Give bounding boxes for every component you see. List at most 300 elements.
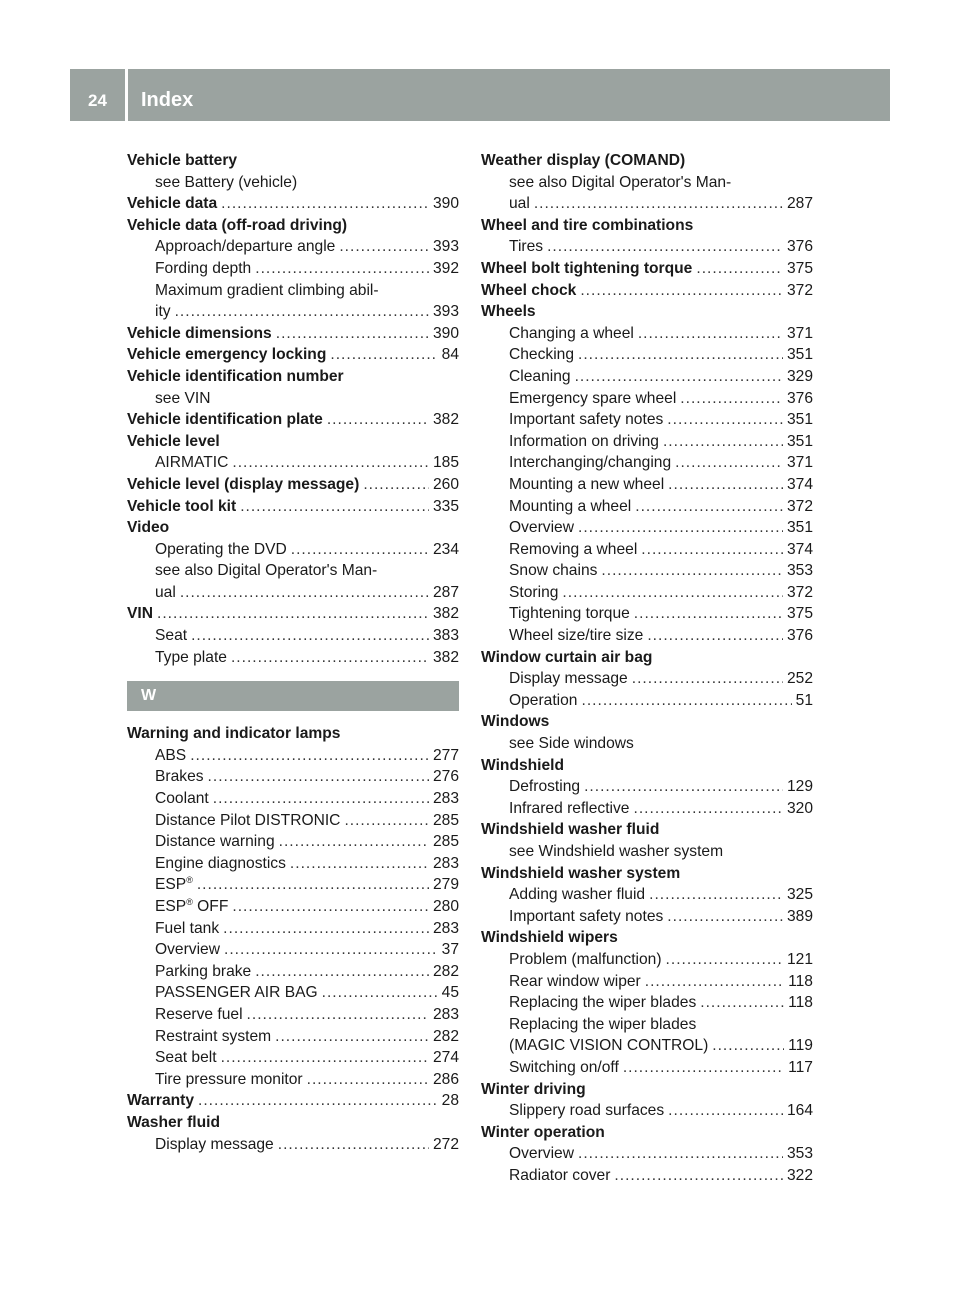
index-page-reference[interactable]: 325 — [786, 886, 813, 904]
index-entry-label: Important safety notes — [509, 907, 664, 925]
dot-leader — [363, 474, 429, 496]
index-page-reference[interactable]: 283 — [432, 1005, 459, 1023]
dot-leader — [223, 918, 429, 940]
dot-leader — [562, 582, 783, 604]
index-subentry[interactable] — [127, 766, 459, 788]
index-subentry[interactable] — [481, 668, 813, 690]
index-subentry[interactable] — [127, 236, 459, 258]
index-entry — [481, 711, 813, 733]
index-entry-label: Warranty — [127, 1092, 195, 1110]
index-page-reference[interactable]: 351 — [786, 346, 813, 364]
dot-leader — [578, 344, 783, 366]
index-entry-label: AIRMATIC — [155, 454, 229, 472]
index-entry-label: Seat belt — [155, 1049, 217, 1067]
index-subentry — [127, 172, 459, 194]
index-subentry[interactable] — [481, 625, 813, 647]
dot-leader — [666, 949, 783, 971]
index-entry — [481, 1079, 813, 1101]
dot-leader — [291, 539, 429, 561]
index-page-reference[interactable]: 117 — [788, 1058, 813, 1076]
index-page-reference[interactable]: 283 — [432, 919, 459, 937]
index-entry — [481, 927, 813, 949]
index-entry — [127, 215, 459, 237]
index-subentry[interactable] — [127, 961, 459, 983]
index-subentry[interactable] — [481, 344, 813, 366]
index-entry — [127, 723, 459, 745]
index-page-reference[interactable]: 371 — [786, 324, 813, 342]
index-subentry[interactable] — [481, 582, 813, 604]
dot-leader — [581, 690, 791, 712]
index-page-reference[interactable]: 351 — [786, 519, 813, 537]
index-entry-label: Video — [127, 519, 170, 537]
index-entry-label: Type plate — [155, 648, 227, 666]
index-entry — [127, 517, 459, 539]
index-subentry[interactable] — [481, 539, 813, 561]
index-entry-label: Engine diagnostics — [155, 854, 286, 872]
index-subentry[interactable] — [127, 874, 459, 896]
index-page-reference[interactable]: 374 — [786, 540, 813, 558]
index-entry-label: Display message — [155, 1135, 274, 1153]
index-entry[interactable] — [127, 603, 459, 625]
index-entry-label: Important safety notes — [509, 411, 664, 429]
index-subentry[interactable] — [481, 366, 813, 388]
index-entry-label: Overview — [155, 941, 220, 959]
index-entry[interactable] — [127, 409, 459, 431]
dot-leader — [633, 798, 782, 820]
dot-leader — [221, 1047, 429, 1069]
index-page-reference[interactable]: 287 — [786, 195, 813, 213]
index-subentry[interactable] — [481, 798, 813, 820]
dot-leader — [578, 1143, 783, 1165]
index-entry[interactable] — [127, 193, 459, 215]
index-subentry — [127, 280, 459, 302]
index-entry-label: Wheels — [481, 303, 536, 321]
index-entry-label: Problem (malfunction) — [509, 950, 662, 968]
index-subentry[interactable] — [481, 992, 813, 1014]
index-subentry[interactable] — [127, 1134, 459, 1156]
dot-leader — [327, 409, 429, 431]
index-page-reference[interactable]: 164 — [786, 1102, 813, 1120]
page-number: 24 — [88, 91, 107, 110]
index-entry-label: Defrosting — [509, 778, 581, 796]
index-subentry[interactable] — [481, 690, 813, 712]
index-page-reference[interactable]: 45 — [441, 984, 459, 1002]
index-entry-label: ual — [155, 583, 176, 601]
index-entry-label: Windshield washer fluid — [481, 821, 660, 839]
dot-leader — [224, 939, 438, 961]
index-page-reference[interactable]: 390 — [432, 195, 459, 213]
index-subentry — [127, 560, 459, 582]
dot-leader — [675, 452, 783, 474]
index-entry-label: Window curtain air bag — [481, 648, 653, 666]
index-subentry[interactable] — [127, 896, 459, 918]
index-subentry[interactable] — [127, 625, 459, 647]
dot-leader — [275, 1026, 429, 1048]
index-entry-label: Replacing the wiper blades — [509, 994, 697, 1012]
index-subentry — [127, 388, 459, 410]
index-entry-label: Storing — [509, 583, 559, 601]
index-entry-label: ual — [509, 195, 530, 213]
dot-leader — [584, 776, 783, 798]
dot-leader — [330, 344, 437, 366]
index-page-reference[interactable]: 84 — [441, 346, 459, 364]
index-entry-label: Weather display (COMAND) — [481, 152, 686, 169]
index-page-reference[interactable]: 28 — [441, 1092, 459, 1110]
index-entry-label: Rear window wiper — [509, 972, 641, 990]
index-page-reference[interactable]: 286 — [432, 1070, 459, 1088]
index-subentry[interactable] — [127, 982, 459, 1004]
index-entry-label: Vehicle data — [127, 195, 218, 213]
index-entry-label: Replacing the wiper blades — [509, 1015, 697, 1033]
dot-leader — [255, 961, 429, 983]
index-entry-label: Windows — [481, 713, 550, 731]
index-subentry[interactable] — [481, 193, 813, 215]
index-subentry[interactable] — [481, 452, 813, 474]
index-subentry[interactable] — [481, 323, 813, 345]
dot-leader — [255, 258, 429, 280]
index-page-reference[interactable]: 277 — [432, 746, 459, 764]
index-entry-label: see also Digital Operator's Man- — [509, 173, 732, 191]
index-entry-label: see VIN — [155, 389, 211, 407]
index-page-reference[interactable]: 320 — [786, 799, 813, 817]
index-entry — [481, 301, 813, 323]
index-entry-label: Vehicle tool kit — [127, 497, 237, 515]
index-page-reference[interactable]: 185 — [432, 454, 459, 472]
dot-leader — [344, 810, 429, 832]
index-subentry[interactable] — [127, 1047, 459, 1069]
index-page-reference[interactable]: 392 — [432, 259, 459, 277]
index-entry-label: Brakes — [155, 768, 204, 786]
index-entry-label: Mounting a wheel — [509, 497, 632, 515]
dot-leader — [696, 258, 783, 280]
index-subentry — [481, 172, 813, 194]
dot-leader — [645, 971, 784, 993]
index-subentry[interactable] — [481, 236, 813, 258]
dot-leader — [634, 603, 783, 625]
index-subentry[interactable] — [481, 560, 813, 582]
index-page-reference[interactable]: 329 — [786, 367, 813, 385]
index-page-reference[interactable]: 283 — [432, 790, 459, 808]
index-subentry[interactable] — [481, 388, 813, 410]
dot-leader — [638, 323, 783, 345]
index-page-reference[interactable]: 274 — [432, 1049, 459, 1067]
index-subentry[interactable] — [481, 517, 813, 539]
index-page-reference[interactable]: 252 — [786, 670, 813, 688]
index-subentry[interactable] — [127, 918, 459, 940]
dot-leader — [180, 582, 429, 604]
index-page-reference[interactable]: 376 — [786, 238, 813, 256]
index-subentry[interactable] — [127, 853, 459, 875]
index-entry-label: (MAGIC VISION CONTROL) — [509, 1037, 709, 1055]
index-subentry[interactable] — [481, 409, 813, 431]
index-entry-label: Winter driving — [481, 1080, 586, 1098]
index-subentry[interactable] — [127, 1069, 459, 1091]
index-subentry[interactable] — [127, 745, 459, 767]
index-entry[interactable] — [481, 280, 813, 302]
index-entry-label: Vehicle identification number — [127, 367, 344, 385]
index-page-reference[interactable]: 382 — [432, 411, 459, 429]
index-entry-label: Wheel size/tire size — [509, 627, 644, 645]
index-letter-heading: W — [127, 681, 459, 711]
dot-leader — [247, 1004, 429, 1026]
dot-leader — [175, 301, 429, 323]
index-subentry[interactable] — [127, 788, 459, 810]
index-entry — [481, 215, 813, 237]
index-entry[interactable] — [127, 496, 459, 518]
dot-leader — [667, 906, 783, 928]
dot-leader — [232, 896, 429, 918]
index-subentry[interactable] — [481, 1100, 813, 1122]
dot-leader — [668, 1100, 783, 1122]
index-subentry[interactable] — [127, 301, 459, 323]
index-entry-label: Switching on/off — [509, 1058, 619, 1076]
index-subentry[interactable] — [127, 582, 459, 604]
index-page-reference[interactable]: 353 — [786, 562, 813, 580]
index-page-reference[interactable]: 372 — [786, 583, 813, 601]
index-subentry[interactable] — [127, 647, 459, 669]
index-entry — [481, 819, 813, 841]
index-entry-label: Information on driving — [509, 432, 659, 450]
dot-leader — [668, 474, 783, 496]
index-entry-label: Display message — [509, 670, 628, 688]
index-entry-label: ESP® — [155, 875, 193, 894]
index-entry — [481, 755, 813, 777]
dot-leader — [700, 992, 784, 1014]
index-subentry[interactable] — [481, 431, 813, 453]
index-entry-label: Radiator cover — [509, 1166, 611, 1184]
index-entry-label: ABS — [155, 746, 187, 764]
header-divider — [125, 69, 128, 121]
index-entry-label: Tightening torque — [509, 605, 630, 623]
index-page-reference[interactable]: 118 — [788, 972, 813, 990]
index-page-reference[interactable]: 287 — [432, 583, 459, 601]
index-entry-label: Infrared reflective — [509, 799, 630, 817]
index-subentry[interactable] — [127, 810, 459, 832]
index-subentry[interactable] — [127, 939, 459, 961]
index-page-reference[interactable]: 374 — [786, 475, 813, 493]
index-entry-label: see Windshield washer system — [509, 843, 724, 860]
dot-leader — [663, 431, 783, 453]
index-page-reference[interactable]: 282 — [432, 1027, 459, 1045]
dot-leader — [208, 766, 429, 788]
index-page-reference[interactable]: 390 — [432, 324, 459, 342]
index-entry — [127, 150, 459, 172]
dot-leader — [322, 982, 438, 1004]
index-entry-label: Distance Pilot DISTRONIC — [155, 811, 341, 829]
index-page-reference[interactable]: 51 — [795, 691, 813, 709]
index-entry-label: Maximum gradient climbing abil- — [155, 281, 379, 299]
index-entry-label: Overview — [509, 1145, 574, 1163]
index-page-reference[interactable]: 335 — [432, 497, 459, 515]
index-page-reference[interactable]: 351 — [786, 411, 813, 429]
index-entry-label: Removing a wheel — [509, 540, 638, 558]
index-subentry[interactable] — [481, 474, 813, 496]
section-title: Index — [141, 89, 194, 111]
index-page-reference[interactable]: 389 — [786, 907, 813, 925]
dot-leader — [601, 560, 783, 582]
index-subentry[interactable] — [481, 971, 813, 993]
index-subentry[interactable] — [481, 884, 813, 906]
index-entry-label: Vehicle level — [127, 432, 220, 450]
index-subentry[interactable] — [127, 1004, 459, 1026]
index-page-reference[interactable]: 375 — [786, 259, 813, 277]
dot-leader — [614, 1165, 783, 1187]
dot-leader — [157, 603, 429, 625]
index-subentry[interactable] — [481, 949, 813, 971]
index-subentry[interactable] — [127, 831, 459, 853]
index-entry[interactable] — [127, 344, 459, 366]
dot-leader — [191, 625, 429, 647]
index-entry-label: Wheel chock — [481, 281, 577, 299]
index-page-reference[interactable]: 382 — [432, 605, 459, 623]
index-entry-label: Approach/departure angle — [155, 238, 336, 256]
dot-leader — [232, 452, 429, 474]
index-subentry[interactable] — [481, 1057, 813, 1079]
index-entry-label: ity — [155, 303, 171, 321]
index-entry-label: Vehicle identification plate — [127, 411, 323, 429]
index-entry-label: Windshield — [481, 756, 565, 774]
index-page-reference[interactable]: 119 — [788, 1037, 813, 1055]
index-entry-label: see Side windows — [509, 735, 634, 753]
index-page-reference[interactable]: 279 — [432, 876, 459, 894]
dot-leader — [647, 625, 783, 647]
index-page-reference[interactable]: 375 — [786, 605, 813, 623]
index-entry-label: Vehicle dimensions — [127, 324, 272, 342]
dot-leader — [623, 1057, 784, 1079]
index-entry-label: Fording depth — [155, 259, 252, 277]
index-page-reference[interactable]: 322 — [786, 1166, 813, 1184]
index-entry-label: Mounting a new wheel — [509, 475, 665, 493]
dot-leader — [290, 853, 429, 875]
dot-leader — [240, 496, 429, 518]
index-entry-label: Parking brake — [155, 962, 252, 980]
index-page-reference[interactable]: 121 — [786, 950, 813, 968]
index-page-reference[interactable]: 376 — [786, 389, 813, 407]
index-entry-label: Seat — [155, 627, 188, 645]
index-page-reference[interactable]: 372 — [786, 281, 813, 299]
index-page-reference[interactable]: 351 — [786, 432, 813, 450]
index-entry-label: Emergency spare wheel — [509, 389, 677, 407]
index-entry-label: Slippery road surfaces — [509, 1102, 665, 1120]
index-entry-label: Windshield washer system — [481, 864, 681, 882]
index-entry[interactable] — [127, 323, 459, 345]
index-entry[interactable] — [127, 474, 459, 496]
index-page-reference[interactable]: 372 — [786, 497, 813, 515]
dot-leader — [231, 647, 429, 669]
dot-leader — [641, 539, 783, 561]
index-page-reference[interactable]: 282 — [432, 962, 459, 980]
index-entry-label: Washer fluid — [127, 1113, 220, 1131]
index-entry-label: Operating the DVD — [155, 540, 287, 558]
index-page-reference[interactable]: 280 — [432, 898, 459, 915]
dot-leader — [649, 884, 783, 906]
index-subentry[interactable] — [127, 539, 459, 561]
dot-leader — [339, 236, 429, 258]
index-subentry[interactable] — [127, 1026, 459, 1048]
dot-leader — [198, 1090, 438, 1112]
index-entry-label: Vehicle level (display message) — [127, 475, 360, 493]
index-page-reference[interactable]: 234 — [432, 540, 459, 558]
index-entry — [481, 647, 813, 669]
dot-leader — [190, 745, 429, 767]
index-subentry[interactable] — [481, 1165, 813, 1187]
index-page-reference[interactable]: 382 — [432, 648, 459, 666]
index-page-reference[interactable]: 393 — [432, 303, 459, 321]
index-entry-label: Changing a wheel — [509, 324, 634, 342]
index-entry-label: Fuel tank — [155, 919, 220, 937]
index-page-reference[interactable]: 353 — [786, 1145, 813, 1163]
index-entry — [127, 366, 459, 388]
index-page-reference[interactable]: 371 — [786, 454, 813, 472]
index-subentry[interactable] — [481, 603, 813, 625]
index-subentry[interactable] — [127, 258, 459, 280]
index-entry[interactable] — [481, 258, 813, 280]
index-page-reference[interactable]: 272 — [432, 1135, 459, 1153]
index-page-reference[interactable]: 37 — [441, 941, 459, 959]
index-entry-label: Reserve fuel — [155, 1005, 243, 1023]
index-subentry[interactable] — [481, 1143, 813, 1165]
index-entry-label: Vehicle battery — [127, 152, 238, 169]
index-column-left — [127, 150, 459, 1155]
index-entry-label: Snow chains — [509, 562, 598, 580]
dot-leader — [667, 409, 783, 431]
index-page-reference[interactable]: 285 — [432, 833, 459, 851]
index-entry-label: Vehicle emergency locking — [127, 346, 327, 364]
index-subentry — [481, 733, 813, 755]
index-entry — [481, 1122, 813, 1144]
index-entry-label: Cleaning — [509, 367, 571, 385]
index-entry-label: Tires — [509, 238, 544, 256]
index-entry-label: Vehicle data (off-road driving) — [127, 216, 348, 234]
index-column-right — [481, 150, 813, 1187]
index-entry-label: Tire pressure monitor — [155, 1070, 303, 1088]
index-subentry[interactable] — [481, 906, 813, 928]
index-page-reference[interactable]: 260 — [432, 475, 459, 493]
index-entry-label: Wheel bolt tightening torque — [481, 259, 693, 277]
index-page-reference[interactable]: 376 — [786, 627, 813, 645]
index-subentry[interactable] — [481, 496, 813, 518]
dot-leader — [278, 1134, 429, 1156]
index-entry — [127, 431, 459, 453]
index-entry-label: VIN — [127, 605, 153, 623]
index-entry-label: Interchanging/changing — [509, 454, 672, 472]
index-entry-label: ESP® OFF — [155, 896, 229, 915]
dot-leader — [712, 1035, 784, 1057]
index-entry-label: Distance warning — [155, 833, 275, 851]
index-entry-label: Overview — [509, 519, 574, 537]
index-subentry[interactable] — [127, 452, 459, 474]
index-entry-label: Windshield wipers — [481, 929, 618, 947]
index-page-reference[interactable]: 283 — [432, 854, 459, 872]
index-page-reference[interactable]: 285 — [432, 811, 459, 829]
index-entry — [127, 1112, 459, 1134]
index-entry-label: Wheel and tire combinations — [481, 216, 694, 234]
dot-leader — [547, 236, 783, 258]
dot-leader — [575, 366, 783, 388]
index-entry-label: Warning and indicator lamps — [127, 725, 341, 743]
dot-leader — [213, 788, 429, 810]
index-page-reference[interactable]: 118 — [788, 994, 813, 1012]
index-page-reference[interactable]: 276 — [432, 768, 459, 786]
index-entry[interactable] — [127, 1090, 459, 1112]
index-page-reference[interactable]: 129 — [786, 778, 813, 796]
index-subentry[interactable] — [481, 1035, 813, 1057]
index-page-reference[interactable]: 383 — [432, 627, 459, 645]
index-subentry[interactable] — [481, 776, 813, 798]
index-page-reference[interactable]: 393 — [432, 238, 459, 256]
dot-leader — [580, 280, 783, 302]
index-entry-label: Winter operation — [481, 1123, 605, 1141]
